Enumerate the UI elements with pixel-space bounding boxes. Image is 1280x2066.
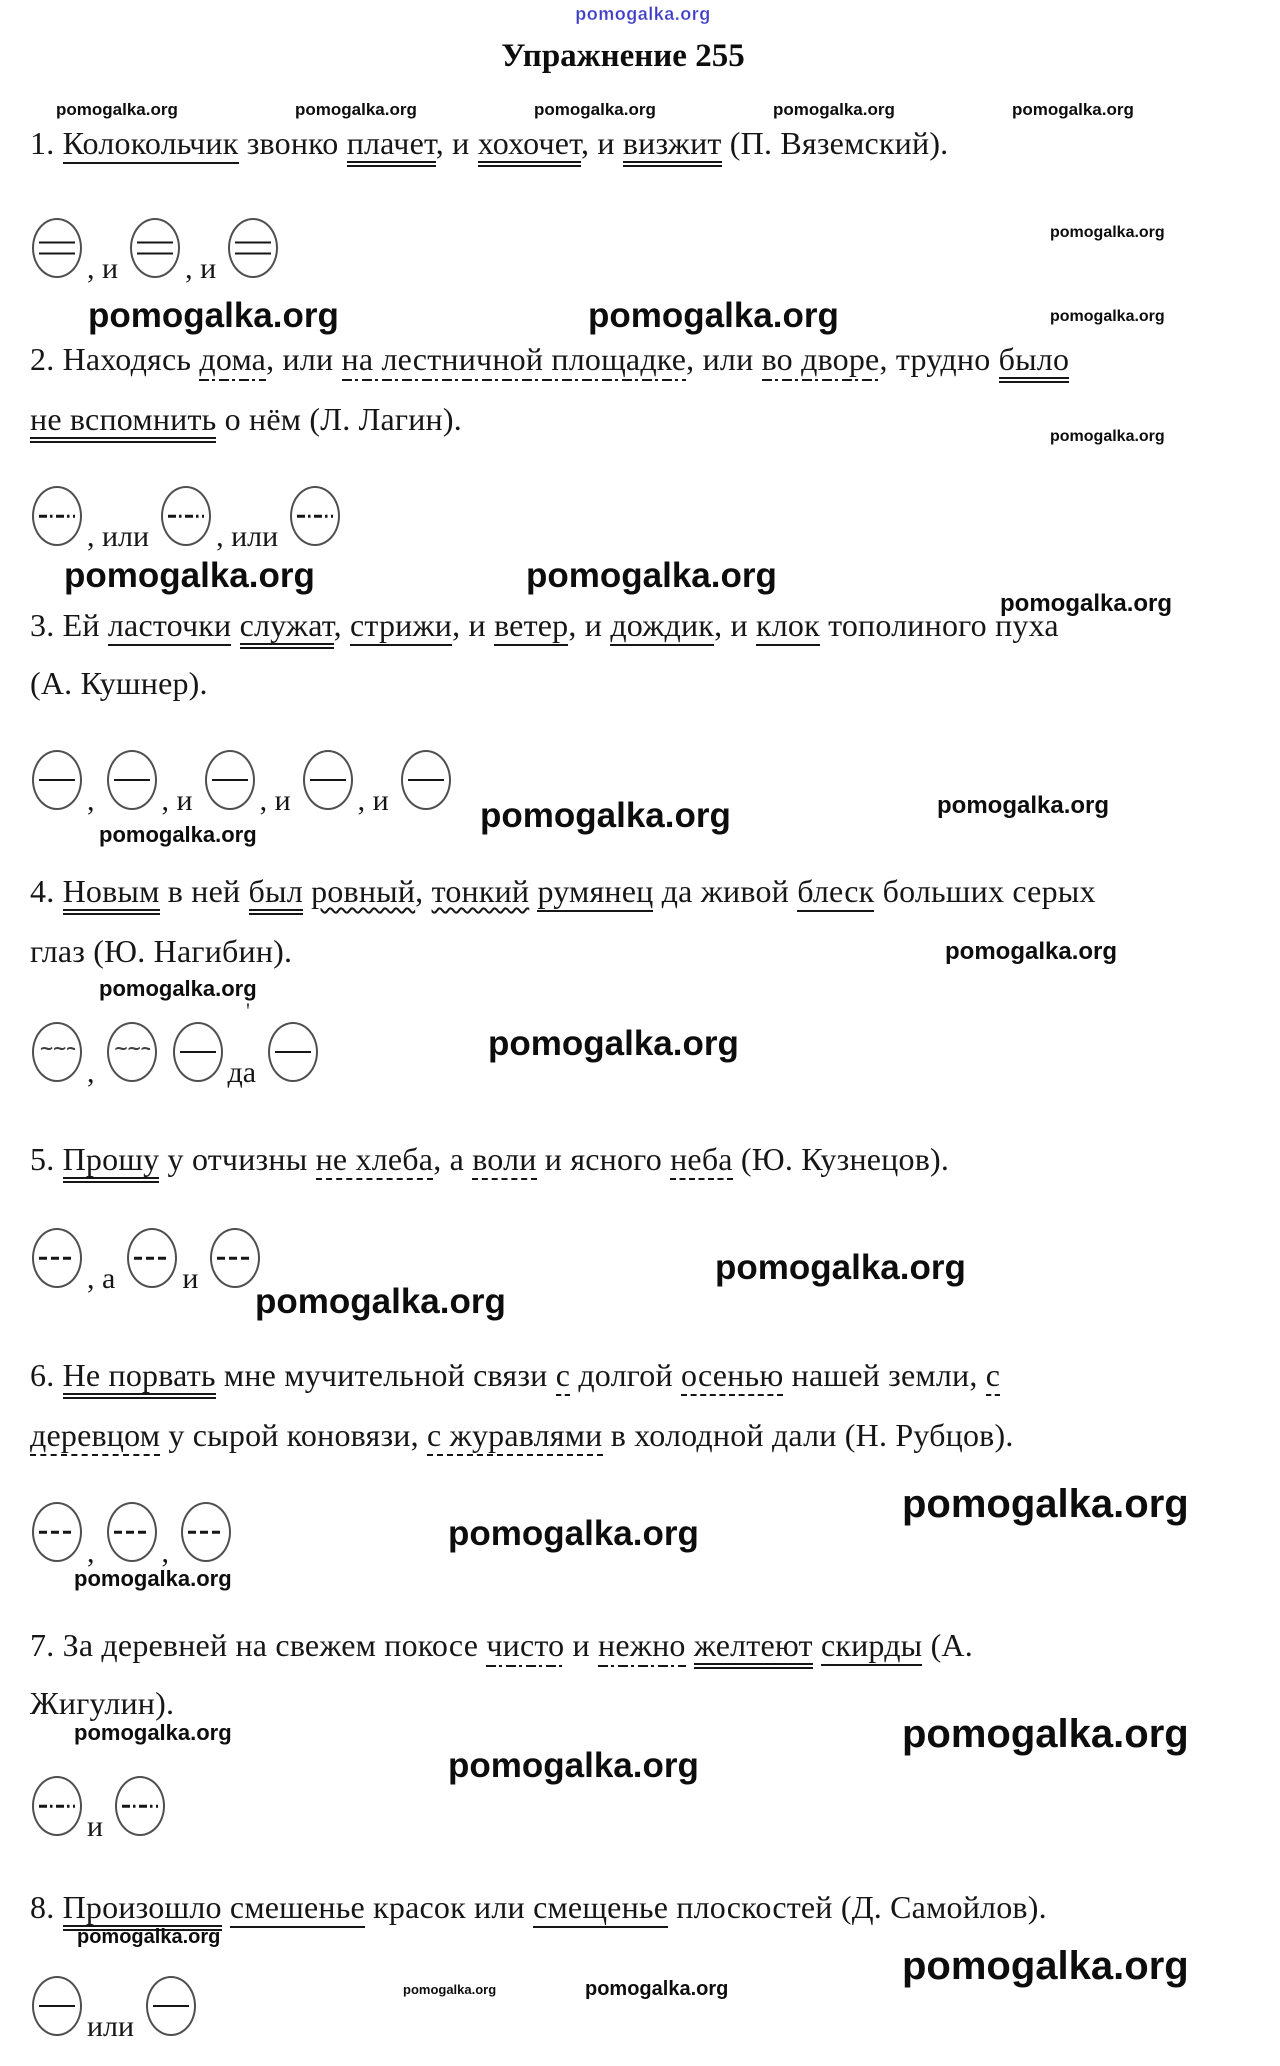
member-circle xyxy=(32,1976,82,2036)
text-run: 7. За деревней на свежем покосе xyxy=(30,1627,487,1663)
predicate-word: Новым xyxy=(63,873,160,915)
text-run: да живой xyxy=(653,873,798,909)
member-line-dashed xyxy=(134,1257,170,1260)
text-run: красок или xyxy=(364,1889,534,1925)
object-word: с журавлями xyxy=(427,1417,602,1456)
schema-separator: , xyxy=(87,784,95,817)
member-line-single xyxy=(180,1051,216,1053)
schema-1 xyxy=(32,218,278,285)
text-run: мне мучительной связи xyxy=(215,1357,556,1393)
predicate-word: был xyxy=(249,873,303,915)
adverbial-word: чисто xyxy=(486,1627,564,1667)
watermark: pomogalka.org xyxy=(902,1482,1189,1526)
predicate-word: хохочет xyxy=(478,125,581,167)
subject-word: клок xyxy=(756,607,820,646)
text-run: нашей земли, xyxy=(783,1357,986,1393)
text-run: , xyxy=(333,607,350,643)
member-circle xyxy=(107,750,157,810)
schema-separator: , xyxy=(87,1056,95,1089)
member-circle xyxy=(32,486,82,546)
watermark: pomogalka.org xyxy=(945,938,1118,965)
watermark: pomogalka.org xyxy=(448,1514,699,1553)
schema-separator: да xyxy=(227,1056,257,1089)
sentence-3-line-2 xyxy=(30,664,208,702)
watermark: pomogalka.org xyxy=(1050,308,1165,325)
text-run: , а xyxy=(433,1141,473,1177)
text-run: , xyxy=(415,873,432,909)
schema-separator: , и xyxy=(357,784,389,817)
watermark: pomogalka.org xyxy=(773,100,895,119)
schema-separator: , а xyxy=(87,1262,116,1295)
text-run: глаз (Ю. Нагибин). xyxy=(30,933,293,969)
subject-word: ласточки xyxy=(108,607,231,646)
member-line-double xyxy=(137,242,173,255)
watermark-blue: pomogalka.org xyxy=(575,4,711,24)
watermark: pomogalka.org xyxy=(255,1282,506,1321)
text-run: , или xyxy=(686,341,762,377)
member-line-single xyxy=(212,779,248,781)
schema-separator: и xyxy=(87,1810,104,1843)
text-run: в холодной дали (Н. Рубцов). xyxy=(602,1417,1014,1453)
member-circle xyxy=(268,1022,318,1082)
member-line-single xyxy=(408,779,444,781)
watermark: pomogalka.org xyxy=(1012,100,1134,119)
text-run: 5. xyxy=(30,1141,63,1177)
member-line-dashed xyxy=(217,1257,253,1260)
text-run: у отчизны xyxy=(159,1141,316,1177)
watermark: pomogalka.org xyxy=(74,1720,232,1745)
sentence-8-line-1 xyxy=(30,1888,1047,1926)
text-run: 3. Ей xyxy=(30,607,108,643)
text-run: , и xyxy=(568,607,611,643)
member-line-wavy xyxy=(114,1043,150,1057)
object-word: с xyxy=(986,1357,1000,1396)
watermark: pomogalka.org xyxy=(403,1982,497,1997)
member-line-dashed xyxy=(39,1531,75,1534)
predicate-word: визжит xyxy=(623,125,722,167)
predicate-word: не вспомнить xyxy=(30,401,216,443)
watermark: pomogalka.org xyxy=(74,1566,232,1591)
subject-word: смещенье xyxy=(533,1889,668,1928)
member-circle xyxy=(401,750,451,810)
member-line-single xyxy=(153,2005,189,2007)
object-word: воли xyxy=(472,1141,536,1180)
object-word: неба xyxy=(670,1141,733,1180)
schema-separator: , xyxy=(161,1536,169,1569)
schema-8 xyxy=(32,1976,196,2043)
watermark: pomogalka.org xyxy=(937,792,1110,819)
sentence-3-line-1 xyxy=(30,606,1059,644)
watermark: pomogalka.org xyxy=(526,556,777,595)
member-line-double xyxy=(235,242,271,255)
watermark: pomogalka.org xyxy=(99,976,257,1001)
member-line-dashdot xyxy=(39,515,75,518)
text-run: (П. Вяземский). xyxy=(721,125,949,161)
member-line-dashed xyxy=(39,1257,75,1260)
subject-word: дождик xyxy=(610,607,714,646)
text-run xyxy=(813,1627,821,1663)
schema-2 xyxy=(32,486,340,553)
watermark: pomogalka.org xyxy=(480,796,731,835)
text-run: (А. xyxy=(922,1627,973,1663)
predicate-word: Прошу xyxy=(63,1141,160,1183)
adverbial-word: во дворе xyxy=(762,341,880,381)
text-run: о нём (Л. Лагин). xyxy=(216,401,462,437)
member-line-double xyxy=(39,242,75,255)
schema-separator: , или xyxy=(87,520,150,553)
member-line-single xyxy=(275,1051,311,1053)
member-line-dashdot xyxy=(297,515,333,518)
text-run: плоскостей (Д. Самойлов). xyxy=(668,1889,1047,1925)
text-run: 6. xyxy=(30,1357,63,1393)
schema-separator: , и xyxy=(161,784,193,817)
member-circle xyxy=(303,750,353,810)
member-line-dashed xyxy=(188,1531,224,1534)
watermark: pomogalka.org xyxy=(534,100,656,119)
schema-separator: , и xyxy=(87,252,119,285)
text-run: звонко xyxy=(238,125,347,161)
member-circle xyxy=(32,750,82,810)
watermark: pomogalka.org xyxy=(488,1024,739,1063)
text-run xyxy=(222,1889,230,1925)
sentence-6-line-2 xyxy=(30,1416,1014,1454)
subject-word: скирды xyxy=(821,1627,922,1666)
watermark: pomogalka.org xyxy=(64,556,315,595)
text-run: (Ю. Кузнецов). xyxy=(732,1141,950,1177)
subject-word: Колокольчик xyxy=(63,125,239,164)
member-line-dashed xyxy=(114,1531,150,1534)
schema-6 xyxy=(32,1502,231,1569)
text-run: , и xyxy=(714,607,756,643)
schema-separator: , или xyxy=(216,520,279,553)
text-run: тополиного пуха xyxy=(819,607,1059,643)
text-run: больших серых xyxy=(874,873,1096,909)
adverbial-word: дома xyxy=(199,341,266,381)
sentence-7-line-1 xyxy=(30,1626,973,1664)
text-run: , трудно xyxy=(879,341,999,377)
member-circle xyxy=(290,486,340,546)
member-circle xyxy=(161,486,211,546)
member-circle xyxy=(173,1022,223,1082)
text-run: 2. Находясь xyxy=(30,341,200,377)
member-circle xyxy=(32,1228,82,1288)
schema-3 xyxy=(32,750,451,817)
text-run: (А. Кушнер). xyxy=(30,665,208,701)
adverbial-word: нежно xyxy=(598,1627,686,1667)
predicate-word: Произошло xyxy=(63,1889,222,1931)
member-line-single xyxy=(114,779,150,781)
text-run: , или xyxy=(266,341,342,377)
member-circle xyxy=(146,1976,196,2036)
member-circle xyxy=(115,1776,165,1836)
predicate-word: желтеют xyxy=(694,1627,813,1669)
predicate-word: плачет xyxy=(347,125,436,167)
text-run: 8. xyxy=(30,1889,63,1925)
text-run: , и xyxy=(435,125,478,161)
subject-word: блеск xyxy=(797,873,874,912)
member-circle xyxy=(107,1502,157,1562)
sentence-2-line-1 xyxy=(30,340,1069,378)
subject-word: стрижи xyxy=(350,607,452,646)
object-word: осенью xyxy=(681,1357,783,1396)
predicate-word: было xyxy=(999,341,1070,383)
text-run xyxy=(231,607,239,643)
member-line-single xyxy=(310,779,346,781)
subject-word: румянец xyxy=(537,873,653,912)
stray-mark: ' xyxy=(246,998,250,1023)
page-title: Упражнение 255 xyxy=(501,38,745,74)
watermark: pomogalka.org xyxy=(1050,224,1165,241)
sentence-5-line-1 xyxy=(30,1140,949,1178)
member-circle xyxy=(130,218,180,278)
member-line-dashdot xyxy=(39,1805,75,1808)
member-circle xyxy=(127,1228,177,1288)
text-run: , и xyxy=(580,125,623,161)
text-run: и xyxy=(564,1627,599,1663)
watermark: pomogalka.org xyxy=(448,1746,699,1785)
watermark: pomogalka.org xyxy=(588,296,839,335)
watermark: pomogalka.org xyxy=(88,296,339,335)
watermark: pomogalka.org xyxy=(715,1248,966,1287)
text-run: долгой xyxy=(570,1357,682,1393)
definition-word: тонкий xyxy=(431,873,530,909)
member-circle xyxy=(228,218,278,278)
subject-word: ветер xyxy=(494,607,568,646)
watermark: pomogalka.org xyxy=(902,1712,1189,1756)
watermark: pomogalka.org xyxy=(99,822,257,847)
text-run: Жигулин). xyxy=(30,1685,175,1721)
member-circle xyxy=(210,1228,260,1288)
subject-word: смешенье xyxy=(230,1889,365,1928)
member-circle xyxy=(32,1022,82,1082)
watermark: pomogalka.org xyxy=(77,1926,221,1948)
object-word: с xyxy=(556,1357,570,1396)
sentence-7-line-2 xyxy=(30,1684,174,1722)
member-circle xyxy=(181,1502,231,1562)
text-run: и ясного xyxy=(536,1141,671,1177)
text-run: у сырой коновязи, xyxy=(160,1417,428,1453)
definition-word: ровный xyxy=(311,873,416,909)
schema-separator: , и xyxy=(185,252,217,285)
schema-separator: , xyxy=(87,1536,95,1569)
member-circle xyxy=(107,1022,157,1082)
member-line-single xyxy=(39,779,75,781)
member-line-dashdot xyxy=(122,1805,158,1808)
sentence-6-line-1 xyxy=(30,1356,1000,1394)
watermark: pomogalka.org xyxy=(902,1944,1189,1988)
text-run: , и xyxy=(452,607,495,643)
predicate-word: служат xyxy=(240,607,334,649)
object-word: не хлеба xyxy=(316,1141,434,1180)
schema-7 xyxy=(32,1776,165,1843)
watermark: pomogalka.org xyxy=(585,1978,729,2000)
text-run xyxy=(686,1627,694,1663)
text-run: 1. xyxy=(30,125,63,161)
schema-separator: и xyxy=(182,1262,199,1295)
object-word: деревцом xyxy=(30,1417,160,1456)
schema-5 xyxy=(32,1228,260,1295)
schema-separator: или xyxy=(87,2010,135,2043)
sentence-4-line-1 xyxy=(30,872,1096,910)
member-circle xyxy=(32,1502,82,1562)
watermark: pomogalka.org xyxy=(1000,590,1173,617)
text-run: в ней xyxy=(159,873,249,909)
member-line-dashdot xyxy=(168,515,204,518)
sentence-4-line-2 xyxy=(30,932,292,970)
watermark: pomogalka.org xyxy=(56,100,178,119)
member-line-single xyxy=(39,2005,75,2007)
member-line-wavy xyxy=(39,1043,75,1057)
schema-4 xyxy=(32,1022,318,1089)
sentence-2-line-2 xyxy=(30,400,462,438)
adverbial-word: на лестничной площадке xyxy=(342,341,687,381)
member-circle xyxy=(205,750,255,810)
member-circle xyxy=(32,218,82,278)
schema-separator: , и xyxy=(259,784,291,817)
text-run: 4. xyxy=(30,873,63,909)
text-run xyxy=(303,873,311,909)
watermark: pomogalka.org xyxy=(295,100,417,119)
predicate-word: Не порвать xyxy=(63,1357,216,1399)
watermark: pomogalka.org xyxy=(1050,428,1165,445)
sentence-1-line-1 xyxy=(30,124,948,162)
member-circle xyxy=(32,1776,82,1836)
